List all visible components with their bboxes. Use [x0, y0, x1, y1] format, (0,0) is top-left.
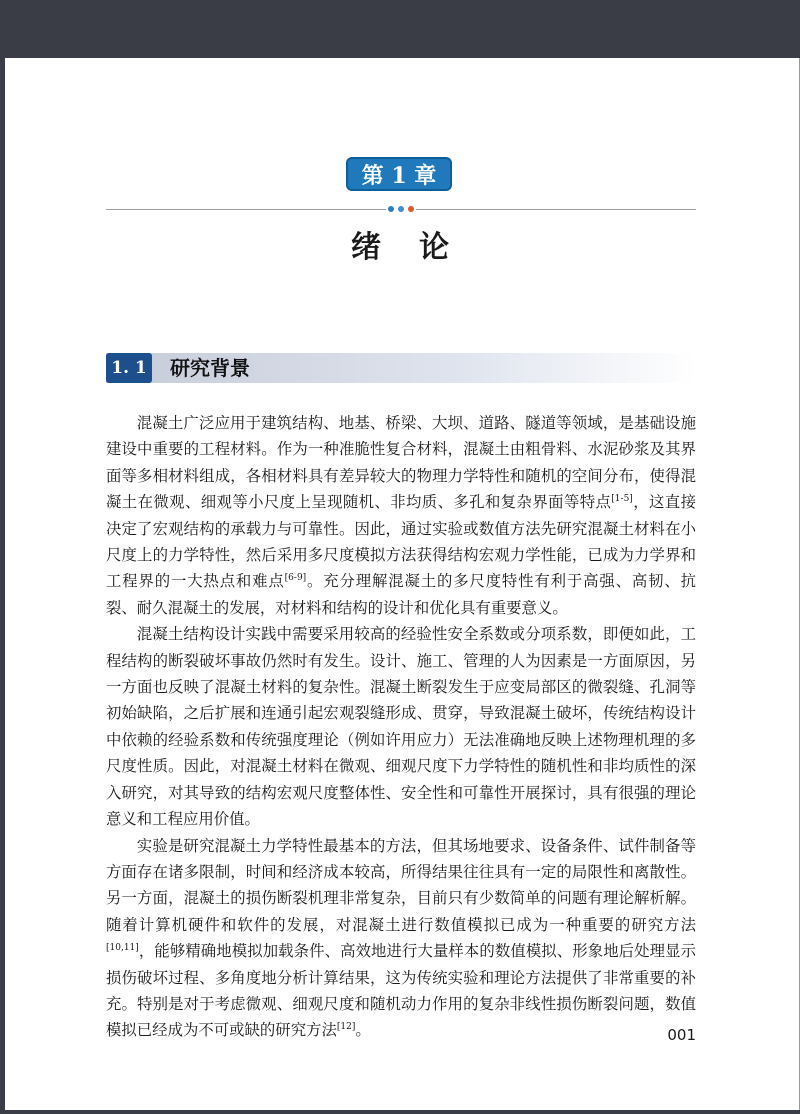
paragraph-text: ，这直接决定了宏观结构的承载力与可靠性。因此，通过实验或数值方法先研究混凝土材料在小尺度上的力学特性，然后采用多尺度模拟方法获得结构宏观力学性能，已成为力学界和工程界的一大热点和难点 — [106, 493, 696, 591]
divider-dot-icon — [388, 206, 394, 212]
page-header-band — [0, 0, 800, 58]
citation-reference: [1-5] — [611, 494, 633, 505]
chapter-divider-dots — [386, 205, 416, 213]
paragraph-text: 。 — [355, 1021, 371, 1040]
paragraph-text: 。充分理解混凝土的多尺度特性有利于高强、高韧、抗裂、耐久混凝土的发展，对材料和结构的设计和优化具有重要意义。 — [106, 572, 696, 617]
section-number: 1. 1 — [106, 353, 152, 383]
citation-reference: [12] — [336, 1022, 356, 1033]
citation-reference: [10,11] — [106, 943, 139, 954]
section-title: 研究背景 — [170, 356, 250, 380]
divider-dot-icon — [398, 206, 404, 212]
body-paragraph — [106, 621, 696, 832]
page-frame-left — [0, 58, 5, 1114]
chapter-title: 绪论 — [351, 230, 487, 265]
body-text — [106, 410, 696, 1044]
paragraph-text: ，能够精确地模拟加载条件、高效地进行大量样本的数值模拟、形象地后处理显示损伤破坏过程、多角度地分析计算结果，这为传统实验和理论方法提供了非常重要的补充。特别是对于考虑微观、细观尺度和随机动力作用的复杂非线性损伤断裂问题，数值模拟已经成为不可或缺的研究方法 — [106, 942, 696, 1040]
paragraph-text: 混凝土结构设计实践中需要采用较高的经验性安全系数或分项系数，即便如此，工程结构的断裂破坏事故仍然时有发生。设计、施工、管理的人为因素是一方面原因，另一方面也反映了混凝土材料的复杂性。混凝土断裂发生于应变局部区的微裂缝、孔洞等初始缺陷，之后扩展和连通引起宏观裂缝形成、贯穿，导致混凝土破坏，传统结构设计中依赖的经验系数和传统强度理论（例如许用应力）无法准确地反映上述物理机理的多尺度性质。因此，对混凝土材料在微观、细观尺度下力学特性的随机性和非均质性的深入研究，对其导致的结构宏观尺度整体性、安全性和可靠性开展探讨，具有很强的理论意义和工程应用价值。 — [106, 625, 696, 829]
paragraph-text: 实验是研究混凝土力学特性最基本的方法，但其场地要求、设备条件、试件制备等方面存在诸多限制，时间和经济成本较高，所得结果往往具有一定的局限性和离散性。另一方面，混凝土的损伤断裂机理非常复杂，目前只有少数简单的问题有理论解析解。随着计算机硬件和软件的发展，对混凝土进行数值模拟已成为一种重要的研究方法 — [106, 836, 696, 934]
page-frame-bottom — [0, 1110, 800, 1114]
chapter-badge: 第 1 章 — [346, 157, 452, 191]
page-number: 001 — [667, 1026, 696, 1044]
citation-reference: [6-9] — [284, 573, 307, 584]
paragraph-text: 混凝土广泛应用于建筑结构、地基、桥梁、大坝、道路、隧道等领域，是基础设施建设中重要的工程材料。作为一种准脆性复合材料，混凝土由粗骨料、水泥砂浆及其界面等多相材料组成，各相材料具有差异较大的物理力学特性和随机的空间分布，使得混凝土在微观、细观等小尺度上呈现随机、非均质、多孔和复杂界面等特点 — [106, 414, 696, 512]
body-paragraph — [106, 410, 696, 621]
body-paragraph — [106, 833, 696, 1044]
divider-dot-icon — [408, 206, 414, 212]
